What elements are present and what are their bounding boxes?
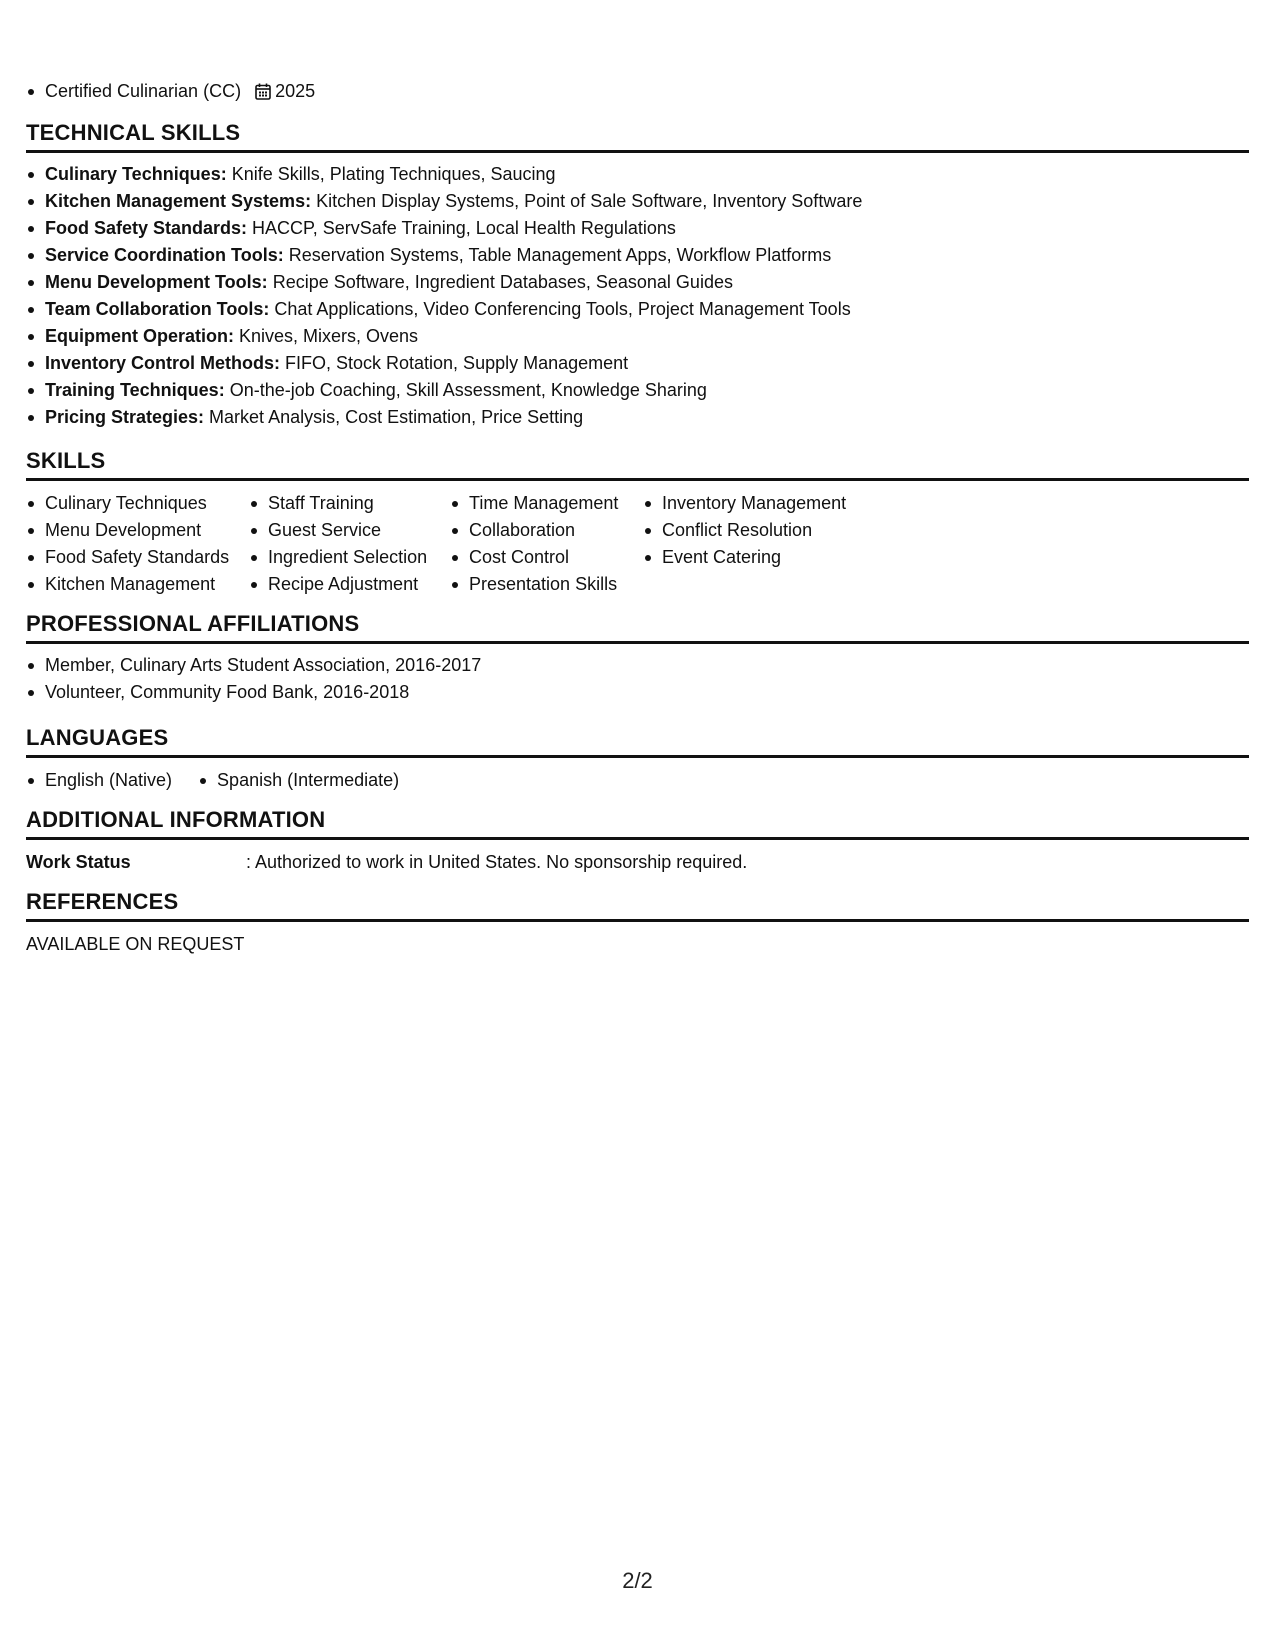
affiliations-heading: PROFESSIONAL AFFILIATIONS: [26, 610, 1249, 644]
work-status-value: : Authorized to work in United States. No sponsorship required.: [246, 852, 748, 872]
skill-item: Presentation Skills: [450, 571, 643, 598]
references-heading: REFERENCES: [26, 888, 1249, 922]
skill-item: Recipe Adjustment: [249, 571, 450, 598]
technical-skill-value: On-the-job Coaching, Skill Assessment, Knowledge Sharing: [224, 380, 707, 400]
affiliation-item: Member, Culinary Arts Student Association, 2016-2017: [26, 652, 481, 679]
technical-skill-item: [26, 377, 862, 404]
languages-heading: LANGUAGES: [26, 724, 1249, 758]
certification-item: [26, 78, 315, 105]
language-item: English (Native): [26, 767, 172, 794]
skill-item: Food Safety Standards: [26, 544, 249, 571]
work-status-row: [26, 849, 747, 876]
skills-column: [643, 490, 883, 598]
technical-skill-value: HACCP, ServSafe Training, Local Health Regulations: [247, 218, 676, 238]
technical-skill-item: [26, 188, 862, 215]
skills-column: [26, 490, 249, 598]
page-number: 2/2: [622, 1568, 653, 1593]
technical-skill-value: Market Analysis, Cost Estimation, Price Setting: [204, 407, 584, 427]
work-status-label: Work Status: [26, 852, 131, 872]
calendar-icon: [255, 83, 271, 100]
technical-skill-label: Pricing Strategies:: [45, 407, 205, 427]
technical-skill-item: [26, 323, 862, 350]
skill-item: Menu Development: [26, 517, 249, 544]
technical-skill-value: Chat Applications, Video Conferencing Tools, Project Management Tools: [269, 299, 851, 319]
technical-skill-item: [26, 296, 862, 323]
technical-skills-heading: TECHNICAL SKILLS: [26, 119, 1249, 153]
skill-item: Culinary Techniques: [26, 490, 249, 517]
additional-info-heading: ADDITIONAL INFORMATION: [26, 806, 1249, 840]
technical-skill-label: Team Collaboration Tools:: [45, 299, 270, 319]
certification-date: [255, 78, 315, 105]
technical-skill-label: Culinary Techniques:: [45, 164, 227, 184]
technical-skill-label: Service Coordination Tools:: [45, 245, 284, 265]
skill-item: Staff Training: [249, 490, 450, 517]
technical-skill-label: Kitchen Management Systems:: [45, 191, 312, 211]
technical-skill-value: Reservation Systems, Table Management Apps, Workflow Platforms: [283, 245, 832, 265]
skill-item: Event Catering: [643, 544, 883, 571]
skill-item: Ingredient Selection: [249, 544, 450, 571]
technical-skill-item: [26, 242, 862, 269]
skill-item: Kitchen Management: [26, 571, 249, 598]
technical-skills-list: [26, 161, 862, 431]
technical-skill-item: [26, 350, 862, 377]
skill-item: Inventory Management: [643, 490, 883, 517]
technical-skill-label: Food Safety Standards:: [45, 218, 248, 238]
technical-skill-value: Recipe Software, Ingredient Databases, Seasonal Guides: [267, 272, 733, 292]
skill-item: Collaboration: [450, 517, 643, 544]
skill-item: Cost Control: [450, 544, 643, 571]
skills-heading: SKILLS: [26, 447, 1249, 481]
technical-skill-label: Inventory Control Methods:: [45, 353, 280, 373]
references-text: AVAILABLE ON REQUEST: [26, 934, 245, 954]
technical-skill-item: [26, 215, 862, 242]
skills-column: [249, 490, 450, 598]
skill-item: Time Management: [450, 490, 643, 517]
affiliation-item: Volunteer, Community Food Bank, 2016-2018: [26, 679, 481, 706]
skill-item: Guest Service: [249, 517, 450, 544]
skills-column: [450, 490, 643, 598]
technical-skill-label: Menu Development Tools:: [45, 272, 268, 292]
technical-skill-item: [26, 161, 862, 188]
technical-skill-item: [26, 269, 862, 296]
certification-year: 2025: [275, 81, 316, 101]
language-item: Spanish (Intermediate): [198, 767, 399, 794]
technical-skill-item: [26, 404, 862, 431]
languages-list: [26, 767, 425, 794]
certification-name: Certified Culinarian (CC): [26, 78, 241, 105]
skills-grid: [26, 490, 883, 598]
skill-item: Conflict Resolution: [643, 517, 883, 544]
technical-skill-value: Knives, Mixers, Ovens: [234, 326, 419, 346]
technical-skill-label: Equipment Operation:: [45, 326, 234, 346]
technical-skill-value: Kitchen Display Systems, Point of Sale Software, Inventory Software: [311, 191, 863, 211]
affiliations-list: [26, 652, 481, 706]
technical-skill-value: Knife Skills, Plating Techniques, Saucing: [226, 164, 556, 184]
technical-skill-value: FIFO, Stock Rotation, Supply Management: [280, 353, 629, 373]
technical-skill-label: Training Techniques:: [45, 380, 225, 400]
